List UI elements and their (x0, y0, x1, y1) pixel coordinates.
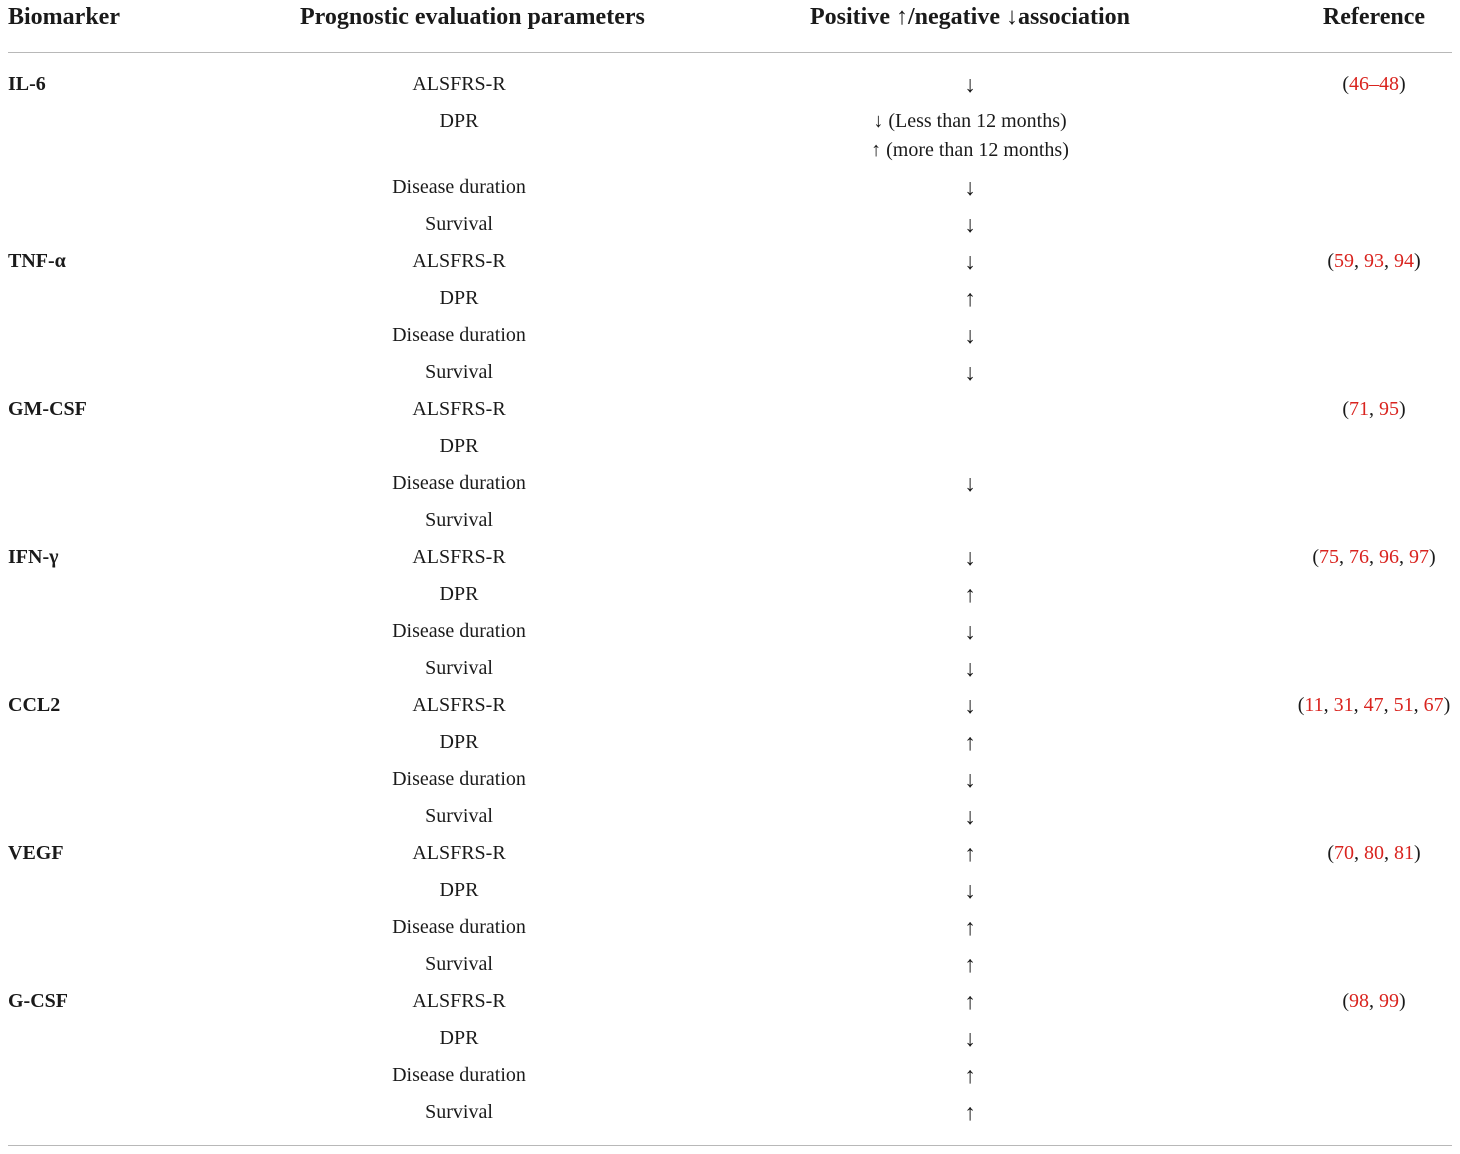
table-row (0, 243, 1460, 280)
association-cell (780, 1057, 1160, 1096)
reference-link[interactable]: 95 (1379, 398, 1399, 420)
association-arrow: ↓ (964, 323, 976, 348)
association-arrow: ↓ (964, 471, 976, 496)
header-association: Positive ↑/negative ↓association (810, 4, 1130, 30)
association-cell (780, 169, 1160, 208)
association-cell (780, 103, 1160, 165)
reference-link[interactable]: 59 (1334, 250, 1354, 272)
header-parameters: Prognostic evaluation parameters (300, 4, 645, 30)
table-row (0, 872, 1460, 909)
table-row (0, 1094, 1460, 1131)
reference-link[interactable]: 51 (1393, 694, 1414, 716)
association-cell (780, 465, 1160, 504)
parameter-name: Disease duration (392, 176, 526, 198)
association-cell (780, 835, 1160, 874)
biomarker-name: TNF-α (8, 250, 66, 272)
association-cell (780, 650, 1160, 689)
table-row (0, 576, 1460, 613)
association-arrow: ↓ (964, 804, 976, 829)
reference-link[interactable]: 81 (1394, 842, 1414, 864)
reference-link[interactable]: 97 (1409, 546, 1429, 568)
parameter-name: ALSFRS-R (412, 73, 506, 95)
association-cell (780, 576, 1160, 615)
biomarker-name: CCL2 (8, 694, 61, 716)
association-arrow: ↓ (964, 656, 976, 681)
association-arrow: ↓ (964, 878, 976, 903)
parameter-name: Disease duration (392, 324, 526, 346)
reference-list: (70, 80, 81) (1327, 842, 1421, 864)
reference-list: (98, 99) (1342, 990, 1406, 1012)
association-arrow: ↓ (964, 360, 976, 385)
table-row (0, 206, 1460, 243)
table-row (0, 650, 1460, 687)
biomarker-name: VEGF (8, 842, 64, 864)
parameter-name: Disease duration (392, 620, 526, 642)
association-cell (780, 354, 1160, 393)
association-cell (780, 539, 1160, 578)
association-arrow: ↓ (964, 1026, 976, 1051)
table-row (0, 391, 1460, 428)
association-arrow: ↑ (964, 730, 976, 755)
reference-link[interactable]: 46–48 (1349, 73, 1399, 95)
association-arrow: ↓ (964, 212, 976, 237)
table-row (0, 1057, 1460, 1094)
parameter-name: Disease duration (392, 916, 526, 938)
parameter-name: Disease duration (392, 1064, 526, 1086)
reference-link[interactable]: 47 (1363, 694, 1384, 716)
parameter-name: DPR (439, 287, 479, 309)
reference-link[interactable]: 71 (1349, 398, 1369, 420)
association-arrow: ↓ (964, 767, 976, 792)
reference-link[interactable]: 31 (1333, 694, 1354, 716)
parameter-name: Survival (425, 361, 493, 383)
table-row (0, 724, 1460, 761)
association-arrow: ↑ (964, 841, 976, 866)
association-cell (780, 798, 1160, 837)
association-text: ↑ (more than 12 months) (871, 139, 1069, 161)
reference-list: (71, 95) (1342, 398, 1406, 420)
association-arrow: ↑ (964, 286, 976, 311)
parameter-name: Survival (425, 805, 493, 827)
reference-link[interactable]: 76 (1349, 546, 1369, 568)
association-arrow: ↑ (964, 915, 976, 940)
association-cell (780, 946, 1160, 985)
table-row (0, 946, 1460, 983)
association-cell (780, 983, 1160, 1022)
parameter-name: Survival (425, 953, 493, 975)
association-cell (780, 317, 1160, 356)
header-reference: Reference (1322, 4, 1426, 30)
parameter-name: Survival (425, 509, 493, 531)
table-row (0, 1020, 1460, 1057)
header-biomarker: Biomarker (8, 4, 120, 30)
parameter-name: ALSFRS-R (412, 990, 506, 1012)
table-row (0, 465, 1460, 502)
association-arrow: ↑ (964, 1063, 976, 1088)
association-arrow: ↓ (964, 545, 976, 570)
reference-list: (11, 31, 47, 51, 67) (1297, 694, 1451, 716)
bottom-rule (8, 1145, 1452, 1146)
parameter-name: DPR (439, 879, 479, 901)
association-cell (780, 613, 1160, 652)
parameter-name: ALSFRS-R (412, 546, 506, 568)
table-row (0, 613, 1460, 650)
table-row (0, 983, 1460, 1020)
parameter-name: Disease duration (392, 472, 526, 494)
reference-list: (75, 76, 96, 97) (1312, 546, 1436, 568)
table-row (0, 798, 1460, 835)
table-row (0, 909, 1460, 946)
association-arrow: ↑ (964, 1100, 976, 1125)
association-cell (780, 280, 1160, 319)
parameter-name: ALSFRS-R (412, 694, 506, 716)
association-text: ↓ (Less than 12 months) (873, 110, 1067, 132)
reference-link[interactable]: 98 (1349, 990, 1369, 1012)
reference-link[interactable]: 94 (1394, 250, 1414, 272)
parameter-name: Survival (425, 213, 493, 235)
parameter-name: DPR (439, 731, 479, 753)
parameter-name: DPR (439, 1027, 479, 1049)
biomarker-name: IL-6 (8, 73, 46, 95)
table-row (0, 280, 1460, 317)
reference-link[interactable]: 80 (1364, 842, 1384, 864)
association-cell (780, 872, 1160, 911)
association-arrow: ↑ (964, 952, 976, 977)
association-cell (780, 206, 1160, 245)
association-cell (780, 243, 1160, 282)
association-cell (780, 909, 1160, 948)
parameter-name: Survival (425, 1101, 493, 1123)
biomarker-name: IFN-γ (8, 546, 59, 568)
table-row (0, 354, 1460, 391)
parameter-name: Disease duration (392, 768, 526, 790)
reference-link[interactable]: 75 (1319, 546, 1339, 568)
association-arrow: ↓ (964, 175, 976, 200)
association-arrow: ↓ (964, 72, 976, 97)
association-cell (780, 1020, 1160, 1059)
association-arrow: ↓ (964, 619, 976, 644)
reference-link[interactable]: 70 (1334, 842, 1354, 864)
parameter-name: ALSFRS-R (412, 250, 506, 272)
table-row (0, 428, 1460, 465)
table-row (0, 835, 1460, 872)
reference-list: (46–48) (1342, 73, 1406, 95)
parameter-name: ALSFRS-R (412, 842, 506, 864)
table-row (0, 687, 1460, 724)
association-arrow: ↑ (964, 582, 976, 607)
parameter-name: DPR (439, 435, 479, 457)
association-arrow: ↓ (964, 249, 976, 274)
reference-list: (59, 93, 94) (1327, 250, 1421, 272)
table-row (0, 103, 1460, 169)
parameter-name: Survival (425, 657, 493, 679)
table-row (0, 169, 1460, 206)
table-row (0, 317, 1460, 354)
biomarker-name: GM-CSF (8, 398, 87, 420)
table-row (0, 66, 1460, 103)
reference-link[interactable]: 99 (1379, 990, 1399, 1012)
reference-link[interactable]: 96 (1379, 546, 1399, 568)
association-arrow: ↓ (964, 693, 976, 718)
association-arrow: ↑ (964, 989, 976, 1014)
reference-link[interactable]: 67 (1423, 694, 1444, 716)
biomarker-name: G-CSF (8, 990, 68, 1012)
parameter-name: ALSFRS-R (412, 398, 506, 420)
table-row (0, 539, 1460, 576)
association-cell (780, 761, 1160, 800)
parameter-name: DPR (439, 110, 479, 132)
association-cell (780, 1094, 1160, 1133)
table-row (0, 761, 1460, 798)
parameter-name: DPR (439, 583, 479, 605)
header-rule (8, 52, 1452, 53)
table-row (0, 502, 1460, 539)
association-cell (780, 687, 1160, 726)
reference-link[interactable]: 93 (1364, 250, 1384, 272)
association-cell (780, 66, 1160, 105)
reference-link[interactable]: 11 (1304, 694, 1324, 716)
association-cell (780, 724, 1160, 763)
